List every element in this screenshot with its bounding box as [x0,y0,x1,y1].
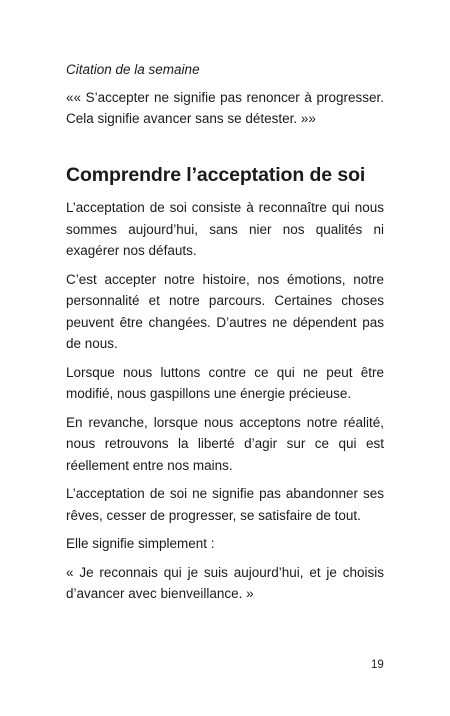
paragraph-4: En revanche, lorsque nous acceptons notre réalité, nous retrouvons la liberté d’agir sur ce qui est réellement entre nos mains. [66,414,384,473]
paragraph-1: L’acceptation de soi consiste à reconnaître qui nous sommes aujourd’hui, sans nier nos qualités ni exagérer nos défauts. [66,200,384,258]
page-content [66,60,384,612]
page-number: 19 [371,659,384,671]
paragraph-6: Elle signifie simplement : [66,536,215,551]
section-title: Comprendre l’acceptation de soi [66,164,366,186]
paragraph-3: Lorsque nous luttons contre ce qui ne peut être modifié, nous gaspillons une énergie précieuse. [66,364,384,401]
paragraph-2: C’est accepter notre histoire, nos émotions, notre personnalité et notre parcours. Certaines choses peuvent être changées. D’autres ne dépendent pas de nous. [66,271,384,351]
paragraph-5: L’acceptation de soi ne signifie pas abandonner ses rêves, cesser de progresser, se satisfaire de tout. [66,486,384,523]
paragraph-7: « Je reconnais qui je suis aujourd’hui, et je choisis d’avancer avec bienveillance. » [66,564,384,601]
quote-label: Citation de la semaine [66,62,200,77]
weekly-quote: «« S’accepter ne signifie pas renoncer à progresser. Cela signifie avancer sans se détester. »» [66,90,384,126]
